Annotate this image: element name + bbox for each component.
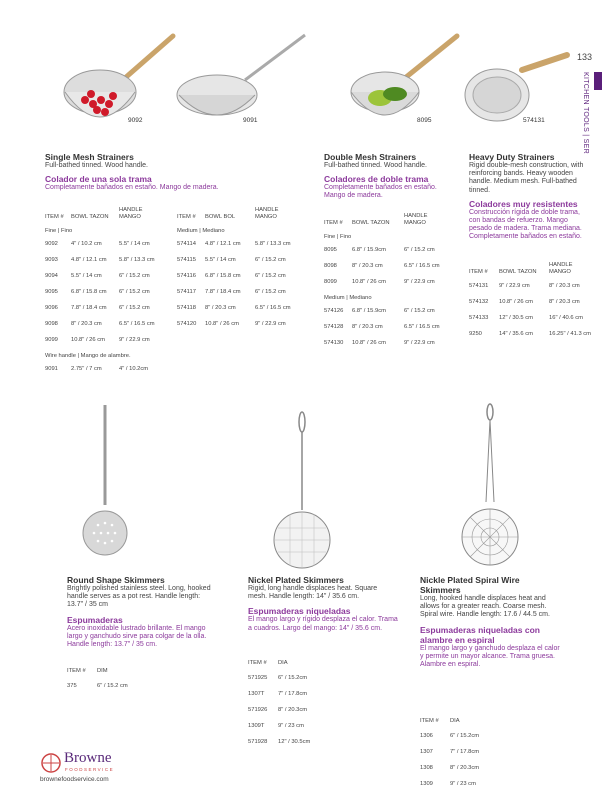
strainer-9092-image [55, 30, 185, 125]
table-cell: 9099 [45, 337, 58, 343]
image-label-9092: 9092 [128, 117, 143, 124]
table-row [45, 284, 161, 300]
table-cell: 5.5" / 14 cm [205, 257, 236, 263]
table-cell: 9" / 22.9 cm [255, 321, 286, 327]
table-cell: 6.5" / 16.5 cm [255, 305, 291, 311]
table-cell: 16.25" / 41.3 cm [549, 331, 592, 337]
col-header: HANDLE MANGO [404, 213, 428, 226]
strainer-8095-image [345, 30, 465, 130]
table-cell: 5.5" / 14 cm [71, 273, 102, 279]
table-cell: 7.8" / 18.4 cm [71, 305, 107, 311]
section-title: Heavy Duty Strainers [469, 152, 555, 162]
table-cell: 7" / 17.8cm [278, 690, 308, 697]
table-row [45, 236, 161, 252]
image-label-9091: 9091 [243, 117, 258, 124]
table-cell: 9094 [45, 273, 58, 279]
strainer-9091-image [175, 30, 310, 125]
table-cell: 9" / 23 cm [278, 722, 304, 729]
table-row [324, 319, 446, 335]
table-row [177, 252, 297, 268]
brand-name: Browne [64, 750, 112, 766]
section-title: Nickle Plated Spiral Wire Skimmers [420, 575, 520, 595]
table-cell: 5.8" / 13.3 cm [255, 241, 291, 247]
table-cell: 9250 [469, 331, 482, 337]
table-cell: 6.8" / 15.9cm [352, 247, 386, 253]
table-cell: 9095 [45, 289, 58, 295]
table-cell: 9" / 23 cm [450, 780, 476, 787]
table-cell: 574116 [177, 273, 196, 279]
table-row [324, 274, 446, 290]
section-desc: Full-bathed tinned. Wood handle. [45, 162, 148, 169]
table-cell: 6" / 15.2cm [450, 732, 480, 739]
section-tab [594, 72, 602, 90]
spiral-skimmer-section [420, 575, 560, 669]
table-cell: 6.5" / 16.5 cm [404, 324, 440, 330]
table-cell: 6" / 15.2 cm [255, 273, 286, 279]
table-cell: 8" / 20.3 cm [352, 263, 383, 269]
table-row [248, 734, 320, 750]
table-cell: 8" / 20.3 cm [205, 305, 236, 311]
table-cell: 6" / 15.2 cm [119, 289, 150, 295]
table-cell: 4" / 10.2cm [119, 366, 149, 372]
table-cell: 10.8" / 26 cm [205, 321, 239, 327]
section-title: Double Mesh Strainers [324, 152, 417, 162]
section-title: Single Mesh Strainers [45, 152, 134, 162]
image-label-574131: 574131 [523, 117, 545, 124]
logo-icon [40, 752, 62, 774]
table-cell: 8" / 20.3 cm [71, 321, 102, 327]
table-row [324, 303, 446, 319]
section-desc: Rigid, long handle displaces heat. Square mesh. Handle length: 14" / 35.6 cm. [248, 585, 378, 601]
table-row [469, 326, 595, 342]
table-cell: 574131 [469, 283, 489, 289]
table-cell: 6.8" / 15.9cm [352, 308, 386, 314]
table-cell: 8095 [324, 247, 337, 253]
table-row [177, 268, 297, 284]
table-cell: 571925 [248, 674, 268, 681]
double-mesh-section [324, 152, 459, 201]
table-cell: 9098 [45, 321, 58, 327]
col-header: BOWL TAZON [499, 268, 537, 275]
col-header: BOWL TAZON [352, 219, 390, 226]
table-cell: 6" / 15.2 cm [404, 247, 435, 253]
table-cell: 8098 [324, 263, 337, 269]
table-cell: 574120 [177, 321, 197, 327]
table-cell: 2.75" / 7 cm [71, 366, 102, 372]
table-cell: 574133 [469, 315, 489, 321]
table-cell: 4.8" / 12.1 cm [71, 257, 107, 263]
table-cell: 5.5" / 14 cm [119, 241, 150, 247]
table-cell: 4.8" / 12.1 cm [205, 241, 241, 247]
nickel-skimmer-image [272, 410, 332, 570]
table-cell: 1308 [420, 764, 433, 771]
brand-sub: FOODSERVICE [65, 767, 115, 772]
heavy-duty-table [469, 262, 595, 342]
table-cell: 6.5" / 16.5 cm [119, 321, 155, 327]
table-cell: 8" / 20.3 cm [352, 324, 383, 330]
table-cell: 574126 [324, 308, 344, 314]
col-header: DIA [278, 660, 288, 666]
table-row [420, 744, 492, 760]
table-cell: 574130 [324, 340, 344, 346]
image-label-8095: 8095 [417, 117, 432, 124]
table-cell: 1309 [420, 780, 433, 787]
table-cell: 1306 [420, 732, 433, 739]
table-row [420, 776, 492, 792]
col-header: ITEM # [67, 668, 86, 674]
table-cell: 574132 [469, 299, 489, 305]
col-header: HANDLE MANGO [119, 207, 143, 220]
spiral-skimmer-image [460, 402, 520, 572]
table-row [248, 702, 320, 718]
section-desc-es: Completamente bañados en estaño. Mango de madera. [324, 184, 437, 200]
table-cell: 8" / 20.3cm [450, 764, 480, 771]
table-row [45, 268, 161, 284]
table-cell: 12" / 30.5cm [278, 738, 311, 745]
table-cell: 6" / 15.2 cm [97, 682, 128, 689]
table-row [177, 300, 297, 316]
table-cell: 10.8" / 26 cm [71, 337, 105, 343]
table-row [45, 332, 161, 348]
section-desc: Rigid double-mesh construction, with reinforcing bands. Heavy wooden handle. Medium mesh. Full-bathed tinned. [469, 162, 584, 194]
table-cell: 574128 [324, 324, 344, 330]
table-cell: 8" / 20.3 cm [549, 299, 580, 305]
round-skimmer-image [80, 405, 130, 565]
table-cell: 571926 [248, 706, 268, 713]
col-header: ITEM # [45, 213, 64, 220]
col-header: ITEM # [420, 718, 439, 724]
table-cell: 9" / 22.9 cm [404, 340, 435, 346]
section-title-es: Espumaderas niqueladas con alambre en espiral [420, 624, 540, 645]
table-cell: 14" / 35.6 cm [499, 331, 533, 337]
table-cell: 6.8" / 15.8 cm [205, 273, 241, 279]
col-header: DIM [97, 668, 108, 674]
table-row [324, 258, 446, 274]
website-link[interactable]: brownefoodservice.com [40, 776, 109, 783]
subheading: Wire handle | Mango de alambre. [45, 352, 131, 359]
table-cell: 1307 [420, 748, 433, 755]
single-mesh-section [45, 152, 305, 192]
subheading: Medium | Mediano [324, 294, 372, 301]
double-mesh-table [324, 213, 446, 351]
table-cell: 574117 [177, 289, 196, 295]
table-row [177, 284, 297, 300]
table-cell: 6" / 15.2 cm [255, 257, 286, 263]
table-cell: 9" / 22.9 cm [499, 283, 530, 289]
subheading: Medium | Mediano [177, 227, 225, 234]
table-cell: 9" / 22.9 cm [119, 337, 150, 343]
table-row [469, 278, 595, 294]
section-desc-es: El mango largo y rígido desplaza el calor. Trama a cuadros. Largo del mango: 14" / 35.6 cm. [248, 616, 398, 632]
section-title-es: Colador de una sola trama [45, 174, 152, 185]
table-cell: 9096 [45, 305, 58, 311]
strainer-574131-image [462, 25, 572, 125]
section-desc: Long, hooked handle displaces heat and allows for a greater reach. Coarse mesh. Spiral wire. Handle length: 17.6 / 44.5 cm. [420, 595, 550, 619]
table-cell: 6" / 15.2cm [278, 674, 308, 681]
table-cell: 16" / 40.6 cm [549, 315, 583, 321]
section-title: Round Shape Skimmers [67, 575, 165, 585]
col-header: ITEM # [324, 219, 343, 226]
table-cell: 4" / 10.2 cm [71, 241, 102, 247]
section-desc: Brightly polished stainless steel. Long, hooked handle serves as a pot rest. Handle length: 13.7" / 35 cm [67, 585, 211, 609]
table-cell: 7" / 17.8cm [450, 748, 480, 755]
table-cell: 6" / 15.2 cm [119, 273, 150, 279]
section-title-es: Espumaderas niqueladas [248, 606, 351, 617]
col-header: DIA [450, 718, 460, 724]
col-header: ITEM # [177, 213, 196, 220]
table-row [420, 728, 492, 744]
nickel-skimmer-table [248, 660, 320, 750]
table-cell: 9" / 22.9 cm [404, 279, 435, 285]
single-mesh-table-1 [45, 207, 161, 377]
table-cell: 7.8" / 18.4 cm [205, 289, 241, 295]
table-row [420, 760, 492, 776]
table-cell: 574118 [177, 305, 196, 311]
section-label: KITCHEN TOOLS | SER [582, 72, 589, 154]
table-cell: 6" / 15.2 cm [404, 308, 435, 314]
table-cell: 12" / 30.5 cm [499, 315, 533, 321]
section-title: Nickel Plated Skimmers [248, 575, 344, 585]
table-cell: 6.8" / 15.8 cm [71, 289, 107, 295]
table-row [45, 300, 161, 316]
table-row [248, 718, 320, 734]
table-row [67, 678, 139, 694]
table-row [324, 335, 446, 351]
table-cell: 5.8" / 13.3 cm [119, 257, 155, 263]
table-cell: 375 [67, 682, 77, 689]
section-title-es: Coladores de doble trama [324, 174, 429, 185]
table-row [469, 294, 595, 310]
col-header: HANDLE MANGO [549, 262, 573, 275]
round-skimmer-table [67, 668, 139, 694]
section-desc-es: El mango largo y ganchudo desplaza el calor y permite un mayor alcance. Trama gruesa. Alambre en espiral. [420, 644, 560, 669]
section-desc-es: Construcción rígida de doble trama, con bandas de refuerzo. Mango pesado de madera. Trama mediana. Completamente bañados en estaño. [469, 208, 582, 241]
table-row [248, 686, 320, 702]
page-number: 133 [576, 52, 592, 62]
table-row [248, 670, 320, 686]
table-cell: 9092 [45, 241, 58, 247]
table-cell: 6" / 15.2 cm [255, 289, 286, 295]
table-cell: 8099 [324, 279, 337, 285]
section-desc-es: Acero inoxidable lustrado brillante. El mango largo y ganchudo sirve para colgar de la olla. Handle length: 13.7" / 35 cm. [67, 624, 207, 649]
table-cell: 6.5" / 16.5 cm [404, 263, 440, 269]
table-cell: 10.8" / 26 cm [499, 299, 533, 305]
section-desc: Full-bathed tinned. Wood handle. [324, 162, 427, 169]
table-row [469, 310, 595, 326]
round-skimmer-section [67, 575, 217, 649]
table-cell: 10.8" / 26 cm [352, 340, 386, 346]
table-cell: 8" / 20.3cm [278, 706, 308, 713]
col-header: ITEM # [248, 660, 267, 666]
section-title-es: Coladores muy resistentes [469, 198, 578, 209]
table-cell: 571928 [248, 738, 268, 745]
heavy-duty-section [469, 152, 589, 242]
table-cell: 1307T [248, 690, 265, 697]
table-cell: 6" / 15.2 cm [119, 305, 150, 311]
nickel-skimmer-section [248, 575, 398, 633]
table-row [177, 236, 297, 252]
section-desc-es: Completamente bañados en estaño. Mango de madera. [45, 184, 219, 192]
table-cell: 9093 [45, 257, 58, 263]
subheading: Fine | Fino [324, 233, 352, 240]
section-title-es: Espumaderas [67, 614, 123, 625]
table-row [45, 361, 161, 377]
table-cell: 9091 [45, 366, 58, 372]
subheading: Fine | Fino [45, 227, 73, 234]
col-header: BOWL BOL [205, 213, 236, 220]
table-row [45, 252, 161, 268]
table-cell: 1309T [248, 722, 265, 729]
table-cell: 574115 [177, 257, 196, 263]
table-cell: 574114 [177, 241, 196, 247]
single-mesh-table-2 [177, 207, 297, 332]
table-row [324, 242, 446, 258]
col-header: BOWL TAZON [71, 213, 109, 220]
col-header: ITEM # [469, 268, 488, 275]
table-cell: 10.8" / 26 cm [352, 279, 386, 285]
spiral-skimmer-table [420, 718, 492, 792]
table-cell: 8" / 20.3 cm [549, 283, 580, 289]
col-header: HANDLE MANGO [255, 207, 279, 220]
table-row [177, 316, 297, 332]
table-row [45, 316, 161, 332]
